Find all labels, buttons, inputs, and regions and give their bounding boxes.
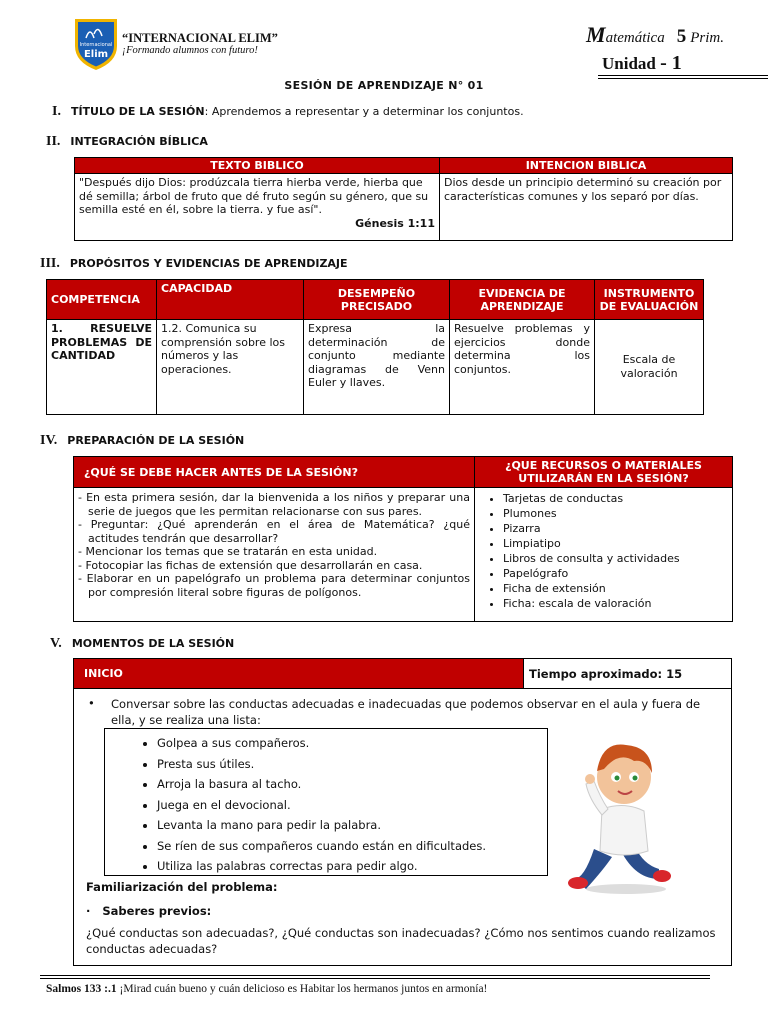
- before-session-item: - Fotocopiar las fichas de extensión que desarrollarán en casa.: [78, 558, 423, 572]
- school-logo: [72, 16, 120, 72]
- biblical-text-cell: [75, 174, 440, 241]
- resource-item: • Tarjetas de conductas: [503, 491, 728, 506]
- resource-item: • Pizarra: [503, 521, 728, 536]
- conduct-item: • Levanta la mano para pedir la palabra.: [157, 815, 547, 836]
- moments-box: [73, 658, 732, 966]
- before-session-item: - Elaborar en un papelógrafo un problema para determinar conjuntos por compresión literal sobre figuras de polígonos.: [78, 572, 470, 599]
- section-1-heading: [52, 104, 524, 120]
- section-1-roman: I.: [52, 104, 61, 119]
- footer-text: ¡Mirad cuán bueno y cuán delicioso es Habitar los hermanos juntos en armonía!: [116, 983, 488, 995]
- grade-suffix: Prim.: [690, 30, 724, 46]
- unit-number: - 1: [660, 52, 682, 74]
- before-session-item: - Mencionar los temas que se tratarán en esta unidad.: [78, 545, 378, 558]
- child-illustration: [564, 729, 674, 899]
- before-session-item: - Preguntar: ¿Qué aprenderán en el área de Matemática? ¿qué actitudes tendrán que desarrollar?: [78, 518, 470, 545]
- intro-bullet: •: [88, 696, 95, 710]
- biblical-text-header: TEXTO BIBLICO: [75, 158, 440, 174]
- unit-heading: [602, 52, 682, 75]
- header-evidencia: EVIDENCIA DE APRENDIZAJE: [450, 280, 595, 320]
- resources-header: ¿QUE RECURSOS O MATERIALES UTILIZARÁN EN LA SESIÓN?: [475, 457, 733, 488]
- resource-item: • Ficha: escala de valoración: [503, 596, 728, 611]
- conducts-box: [104, 728, 548, 876]
- header-instrumento: INSTRUMENTO DE EVALUACIÓN: [595, 280, 704, 320]
- conduct-item: • Se ríen de sus compañeros cuando están en dificultades.: [157, 836, 547, 857]
- capacidad-cell: 1.2. Comunica su comprensión sobre los números y las operaciones.: [157, 320, 304, 415]
- conduct-item: • Utiliza las palabras correctas para pedir algo.: [157, 856, 547, 877]
- section-3-roman: III.: [40, 256, 60, 271]
- section-2-heading: [46, 134, 208, 150]
- conduct-item: • Juega en el devocional.: [157, 795, 547, 816]
- subject-heading: [586, 22, 724, 48]
- biblical-reference: Génesis 1:11: [355, 216, 435, 230]
- phase-label: INICIO: [74, 659, 524, 689]
- biblical-intention-header: INTENCION BIBLICA: [440, 158, 733, 174]
- header-competencia: COMPETENCIA: [47, 280, 157, 320]
- evidencia-cell: Resuelve problemas y ejercicios donde determina los conjuntos.: [450, 320, 595, 415]
- section-2-roman: II.: [46, 134, 61, 149]
- conduct-item: • Arroja la basura al tacho.: [157, 774, 547, 795]
- session-title: SESIÓN DE APRENDIZAJE N° 01: [284, 79, 484, 92]
- section-4-heading: [40, 433, 244, 449]
- before-session-header: ¿QUÉ SE DEBE HACER ANTES DE LA SESIÓN?: [74, 457, 475, 488]
- section-3-label: PROPÓSITOS Y EVIDENCIAS DE APRENDIZAJE: [69, 257, 348, 270]
- header-divider: [598, 75, 768, 76]
- biblical-table: [74, 157, 733, 241]
- resource-item: • Limpiatipo: [503, 536, 728, 551]
- familiarization-title: Familiarización del problema:: [86, 880, 278, 894]
- section-4-label: PREPARACIÓN DE LA SESIÓN: [67, 434, 245, 447]
- before-session-cell: [74, 488, 475, 622]
- subject-initial: M: [586, 22, 606, 47]
- intro-text: Conversar sobre las conductas adecuadas e inadecuadas que podemos observar en el aula y fuera de ella, y se realiza una lista:: [111, 697, 701, 727]
- prior-knowledge-bullet: ·: [86, 904, 103, 918]
- conduct-item: • Golpea a sus compañeros.: [157, 733, 547, 754]
- resource-item: • Papelógrafo: [503, 566, 728, 581]
- before-session-item: - En esta primera sesión, dar la bienvenida a los niños y preparar una serie de juegos que les permitan relacionarse con sus pares.: [78, 491, 470, 518]
- preparation-table: [73, 456, 733, 622]
- grade-number: 5: [676, 26, 687, 47]
- section-5-heading: [50, 636, 234, 652]
- footer-divider: [40, 978, 710, 979]
- before-session-list: [78, 491, 470, 599]
- section-5-label: MOMENTOS DE LA SESIÓN: [71, 637, 235, 650]
- section-1-value: : Aprendemos a representar y a determinar los conjuntos.: [204, 105, 524, 118]
- footer-verse: [46, 983, 487, 995]
- conducts-list: [105, 733, 547, 877]
- school-motto: ¡Formando alumnos con futuro!: [122, 45, 258, 56]
- resource-item: • Ficha de extensión: [503, 581, 728, 596]
- section-5-roman: V.: [50, 636, 62, 651]
- biblical-intention: Dios desde un principio determinó su creación por características comunes y los separó por días.: [440, 174, 733, 241]
- prior-knowledge: [86, 904, 211, 918]
- section-4-roman: IV.: [40, 433, 58, 448]
- logo-text: Internacional: [79, 42, 113, 48]
- prior-knowledge-label: Saberes previos:: [102, 904, 212, 918]
- desempeno-cell: Expresa la determinación de conjunto mediante diagramas de Venn Euler y llaves.: [304, 320, 450, 415]
- resources-cell: [475, 488, 733, 622]
- resources-list: [479, 491, 728, 611]
- header-capacidad: CAPACIDAD: [157, 280, 304, 320]
- instrumento-cell: Escala de valoración: [595, 320, 704, 415]
- phase-time: Tiempo aproximado: 15: [524, 659, 731, 689]
- school-name: “INTERNACIONAL ELIM”: [122, 31, 278, 45]
- footer-divider: [40, 975, 710, 976]
- prior-questions: ¿Qué conductas son adecuadas?, ¿Qué conductas son inadecuadas? ¿Cómo nos sentimos cuando realizamos conductas adecuadas?: [86, 926, 716, 956]
- biblical-text: "Después dijo Dios: prodúzcala tierra hierba verde, hierba que dé semilla; árbol de fruto que dé fruto según su género, que su semilla esté en él, sobre la tierra. y fue así".: [79, 176, 429, 216]
- purposes-table: [46, 279, 704, 415]
- resource-item: • Plumones: [503, 506, 728, 521]
- subject-rest: atemática: [605, 30, 665, 46]
- resource-item: • Libros de consulta y actividades: [503, 551, 728, 566]
- section-3-heading: [40, 256, 348, 272]
- unit-label: Unidad: [602, 54, 656, 73]
- header-desempeno: DESEMPEÑO PRECISADO: [304, 280, 450, 320]
- logo-brand: Elim: [83, 49, 109, 60]
- competencia-cell: 1. RESUELVE PROBLEMAS DE CANTIDAD: [47, 320, 157, 415]
- section-1-label: TÍTULO DE LA SESIÓN: [70, 105, 205, 118]
- footer-reference: Salmos 133 :.1: [46, 983, 117, 995]
- conduct-item: • Presta sus útiles.: [157, 754, 547, 775]
- section-2-label: INTEGRACIÓN BÍBLICA: [70, 135, 208, 148]
